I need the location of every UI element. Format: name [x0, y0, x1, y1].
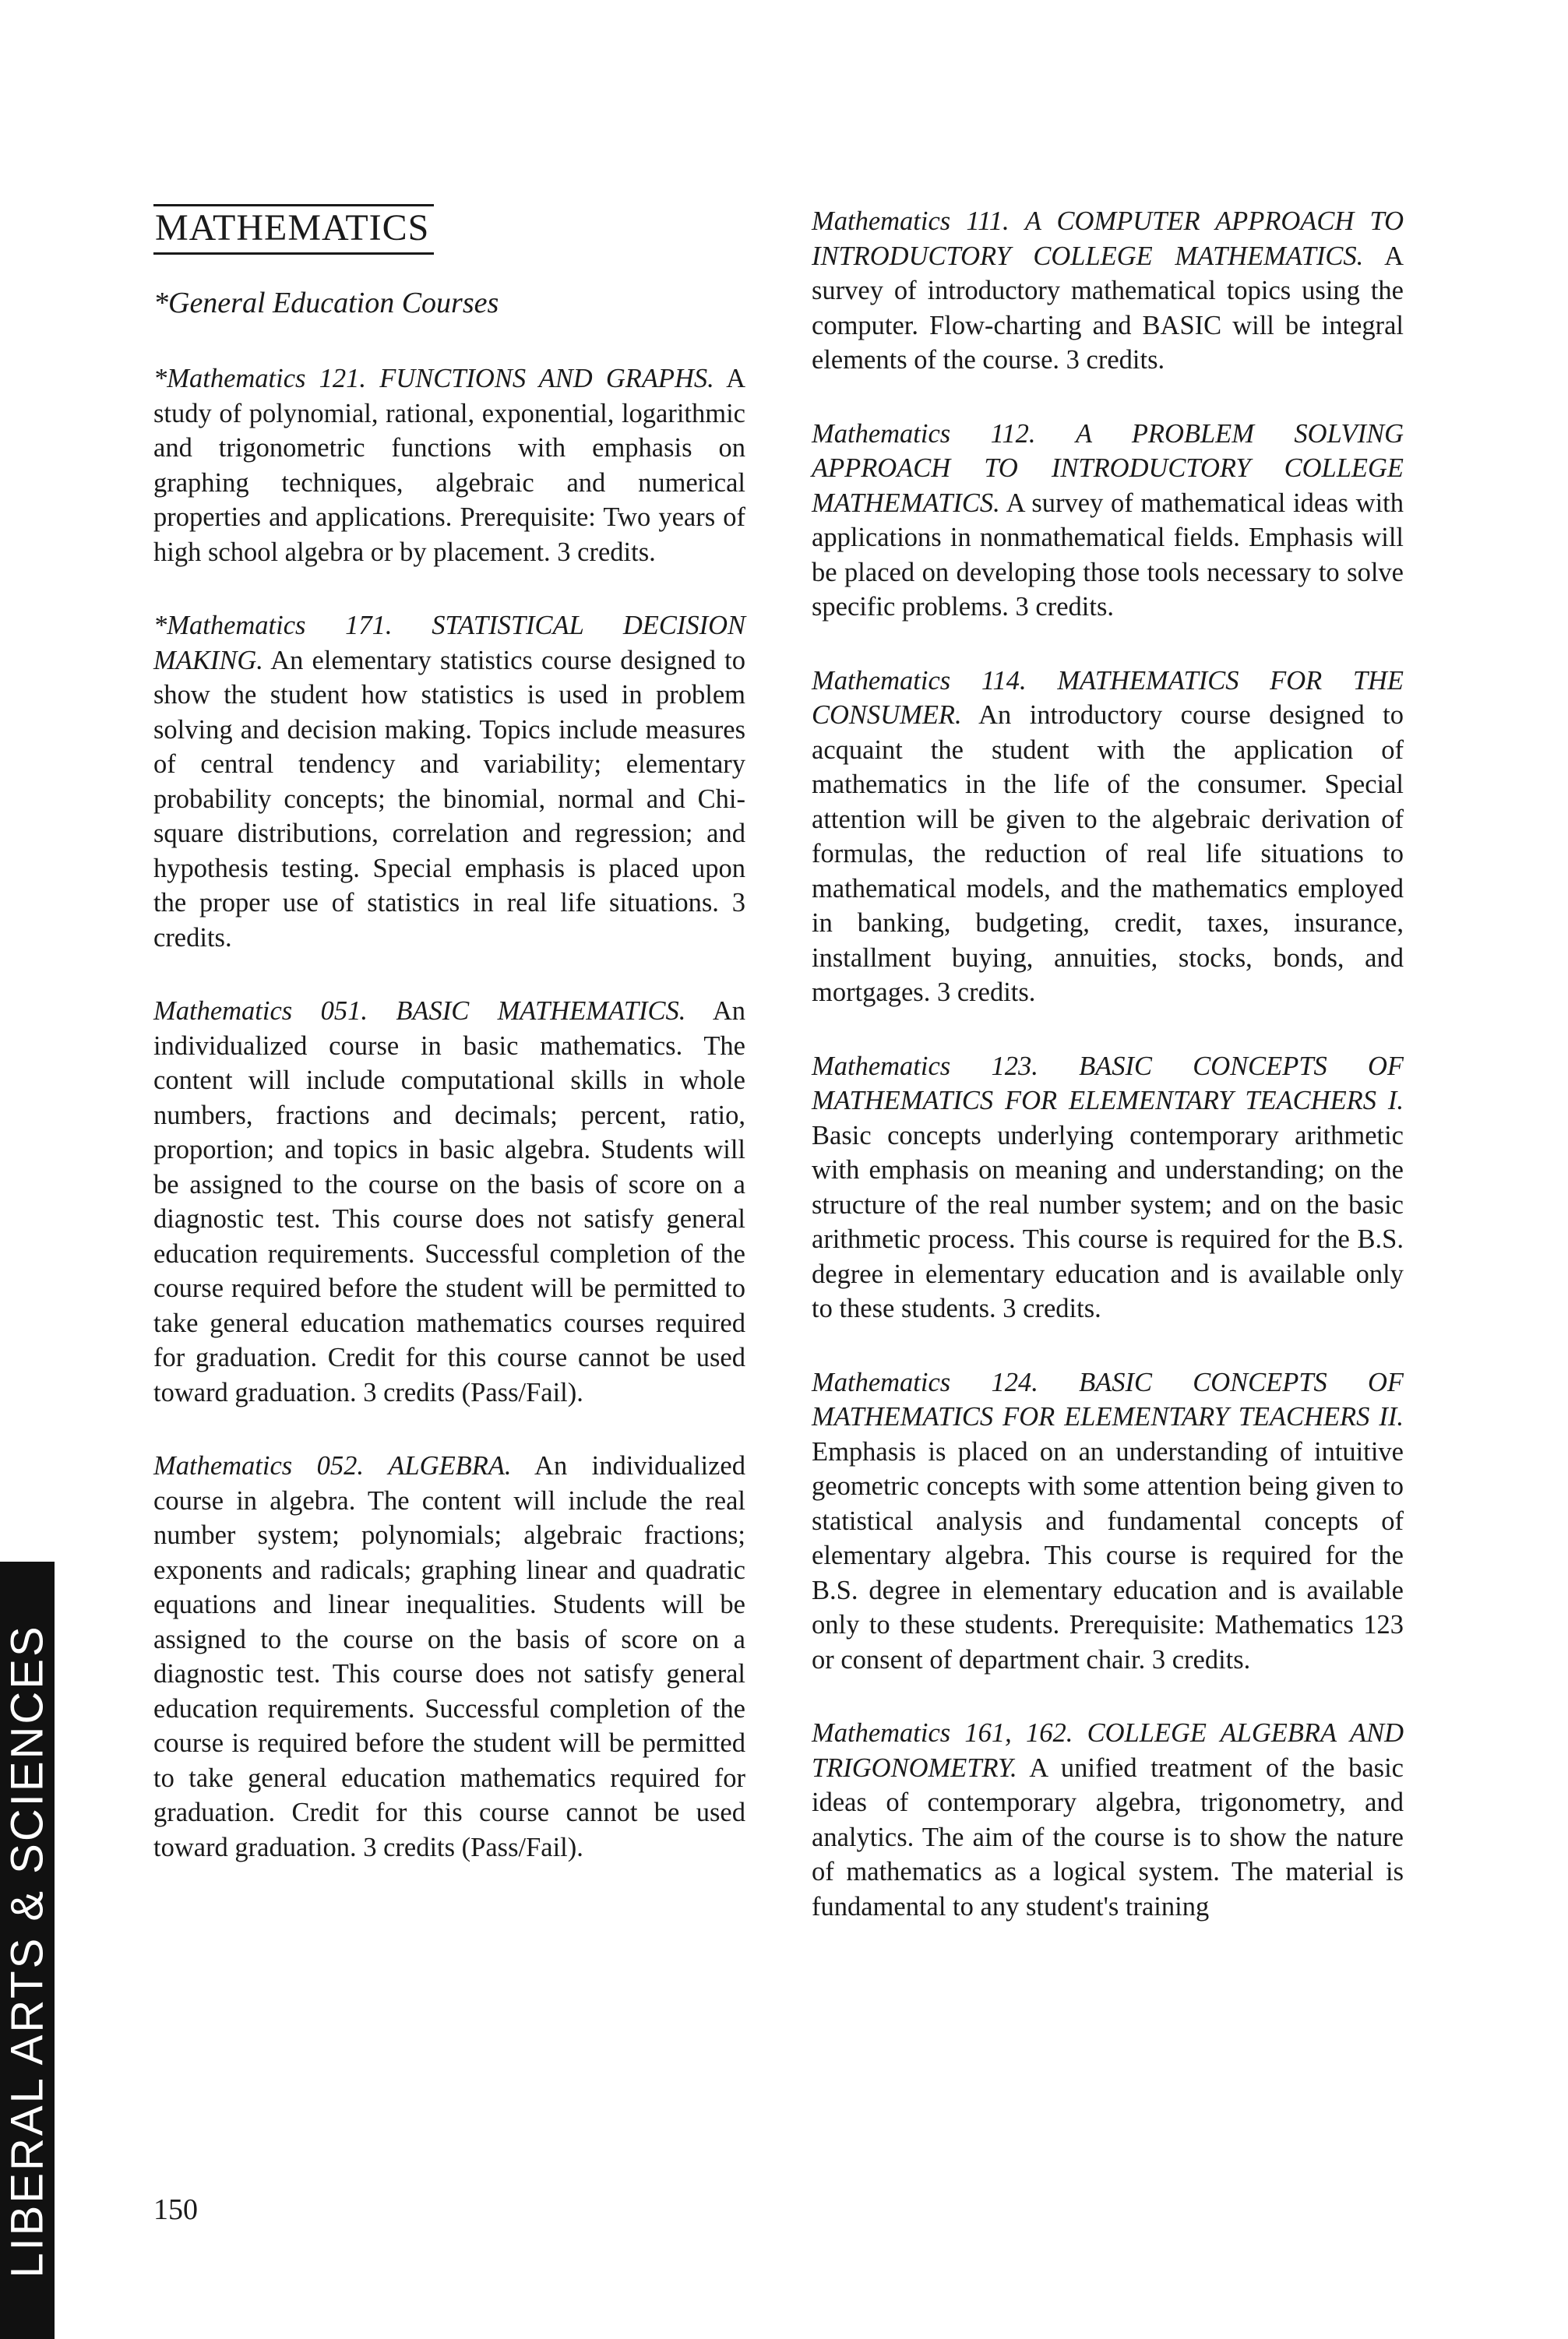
course-number: Mathematics 123.: [812, 1051, 1038, 1081]
course-description: A survey of mathematical ideas with applications in nonmathematical fields. Emphasis will be placed on developing those tools necessary to solve specific problems. 3 credits.: [812, 488, 1404, 622]
course-title: BASIC MATHEMATICS.: [396, 996, 686, 1027]
course-title: FUNCTIONS AND GRAPHS.: [379, 364, 714, 394]
course-number: *Mathematics 171.: [153, 611, 393, 641]
course-description: Basic concepts underlying contemporary arithmetic with emphasis on meaning and understanding; on the structure of the real number system; and on the basic arithmetic process. This course is required for the B.S. degree in elementary education and is available only to these students. 3 credits.: [812, 1120, 1404, 1323]
course-entry: [812, 1716, 1404, 1924]
course-description: An introductory course designed to acquaint the student with the application of mathematics in the life of the consumer. Special attention will be given to the algebraic derivation of formulas, the reduction of real life situations to mathematical models, and the mathematics employed in banking, budgeting, credit, taxes, insurance, installment buying, annuities, stocks, bonds, and mortgages. 3 credits.: [812, 700, 1404, 1007]
course-description: A study of polynomial, rational, exponential, logarithmic and trigonometric functions with emphasis on graphing techniques, algebraic and numerical properties and applications. Prerequisite: Two years of high school algebra or by placement. 3 credits.: [153, 364, 746, 567]
course-title: COLLEGE ALGEBRA AND TRIGONOMETRY.: [812, 1718, 1404, 1783]
course-description: An individualized course in algebra. The content will include the real number system; polynomials; algebraic fractions; exponents and radicals; graphing linear and quadratic equations and linear inequalities. Students will be assigned to the course on the basis of score on a diagnostic test. This course does not satisfy general education requirements. Successful completion of the course is required before the student will be permitted to take general education mathematics required for graduation. Credit for this course cannot be used toward graduation. 3 credits (Pass/Fail).: [153, 1451, 745, 1862]
side-tab-label: LIBERAL ARTS & SCIENCES: [2, 1624, 53, 2278]
course-number: Mathematics 114.: [812, 665, 1027, 696]
course-entry: [153, 361, 745, 569]
left-column: [153, 204, 745, 1904]
subheading: *General Education Courses: [153, 286, 499, 319]
course-title: BASIC CONCEPTS OF MATHEMATICS FOR ELEMENTARY TEACHERS II.: [812, 1367, 1404, 1432]
course-title: BASIC CONCEPTS OF MATHEMATICS FOR ELEMENTARY TEACHERS I.: [812, 1051, 1404, 1115]
course-description: Emphasis is placed on an understanding of intuitive geometric concepts with some attention being given to statistical analysis and fundamental concepts of elementary algebra. This course is required for the B.S. degree in elementary education and is available only to these students. Prerequisite: Mathematics 123 or consent of department chair. 3 credits.: [812, 1436, 1404, 1675]
course-description: A unified treatment of the basic ideas of contemporary algebra, trigonometry, and analytics. The aim of the course is to show the nature of mathematics as a logical system. The material is fundamental to any student's training: [812, 1752, 1404, 1922]
course-number: Mathematics 124.: [812, 1367, 1038, 1397]
course-entry: [812, 417, 1404, 625]
course-number: Mathematics 111.: [812, 206, 1010, 236]
course-title: MATHEMATICS FOR THE CONSUMER.: [812, 665, 1404, 730]
course-title: STATISTICAL DECISION MAKING.: [153, 611, 746, 675]
course-entry: [153, 994, 745, 1410]
course-title: ALGEBRA.: [388, 1451, 512, 1481]
course-entry: [812, 1049, 1404, 1326]
course-entry: [812, 664, 1404, 1010]
course-description: A survey of introductory mathematical topics using the computer. Flow-charting and BASIC will be integral elements of the course. 3 credits.: [812, 241, 1404, 375]
course-number: Mathematics 051.: [153, 996, 368, 1027]
course-description: An individualized course in basic mathematics. The content will include computational skills in whole numbers, fractions and decimals; percent, ratio, proportion; and topics in basic algebra. Students will be assigned to the course on the basis of score on a diagnostic test. This course does not satisfy general education requirements. Successful completion of the course required before the student will be permitted to take general education mathematics courses required for graduation. Credit for this course cannot be used toward graduation. 3 credits (Pass/Fail).: [153, 996, 745, 1407]
course-entry: [812, 1365, 1404, 1678]
course-number: Mathematics 161, 162.: [812, 1718, 1073, 1748]
course-entry: [153, 608, 745, 955]
course-entry: [812, 204, 1404, 378]
course-title: A PROBLEM SOLVING APPROACH TO INTRODUCTORY COLLEGE MATHEMATICS.: [812, 418, 1404, 518]
course-title: A COMPUTER APPROACH TO INTRODUCTORY COLLEGE MATHEMATICS.: [812, 206, 1404, 271]
course-number: Mathematics 052.: [153, 1451, 364, 1481]
section-title: MATHEMATICS: [153, 204, 434, 255]
course-number: Mathematics 112.: [812, 418, 1036, 449]
page-number: 150: [153, 2193, 198, 2226]
course-entry: [153, 1449, 745, 1865]
course-number: *Mathematics 121.: [153, 364, 367, 394]
course-description: An elementary statistics course designed to show the student how statistics is used in problem solving and decision making. Topics include measures of central tendency and variability; elementary probability concepts; the binomial, normal and Chi-square distributions, correlation and regression; and hypothesis testing. Special emphasis is placed upon the proper use of statistics in real life situations. 3 credits.: [153, 645, 745, 953]
right-column: [812, 204, 1404, 1963]
